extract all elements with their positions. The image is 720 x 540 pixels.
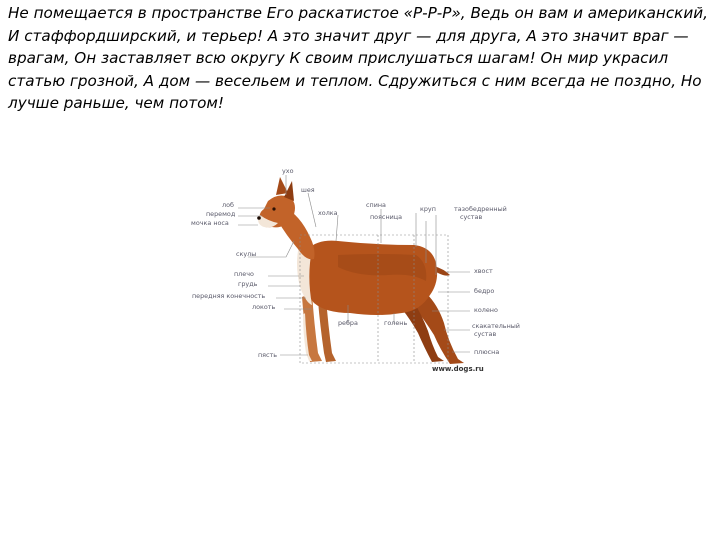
poem-line: Не помещается в пространстве Его раскатистое «Р-Р-Р», Ведь он вам и американский,: [8, 4, 708, 22]
label-nose: мочка носа: [191, 219, 229, 227]
label-pelvis-1: тазобедренный: [454, 205, 507, 213]
label-forehead: лоб: [222, 201, 234, 209]
poem-line: врагам, Он заставляет всю округу К своим прислушаться шагам! Он мир украсил: [8, 49, 669, 67]
poem-line: статью грозной, А дом — весельем и теплом. Сдружиться с ним всегда не поздно, Но: [8, 71, 702, 90]
label-pastern: плюсна: [474, 348, 500, 356]
label-stifle: колено: [474, 306, 498, 314]
poem-line: лучше раньше, чем потом!: [8, 94, 224, 112]
label-ribs: ребра: [338, 319, 358, 327]
watermark-text: www.dogs.ru: [432, 365, 484, 373]
label-forelimb: передняя конечность: [192, 292, 266, 300]
label-loin: поясница: [370, 213, 403, 221]
label-hock-1: скакательный: [472, 322, 520, 330]
label-stop: перемод: [206, 210, 236, 218]
label-shin: голень: [384, 319, 408, 327]
label-tail: хвост: [474, 267, 493, 275]
label-withers: холка: [318, 209, 338, 217]
dog-anatomy-diagram: [188, 163, 534, 378]
label-paw: пясть: [258, 351, 278, 359]
label-chest: грудь: [238, 280, 258, 288]
label-elbow: локоть: [252, 303, 276, 311]
label-hock-2: сустав: [474, 330, 497, 338]
label-back: спина: [366, 201, 386, 209]
label-neck: шея: [301, 186, 315, 194]
label-ear: ухо: [282, 167, 294, 175]
label-shoulder: плечо: [234, 270, 254, 278]
label-pelvis-2: сустав: [460, 213, 483, 221]
poem-text: [8, 2, 708, 115]
label-croup: круп: [420, 205, 436, 213]
label-thigh: бедро: [474, 287, 495, 295]
dog-anatomy-svg: [188, 163, 534, 378]
label-lips: скулы: [236, 250, 257, 258]
poem-line: И стаффордширский, и терьер! А это значит друг — для друга, А это значит враг —: [8, 26, 689, 45]
